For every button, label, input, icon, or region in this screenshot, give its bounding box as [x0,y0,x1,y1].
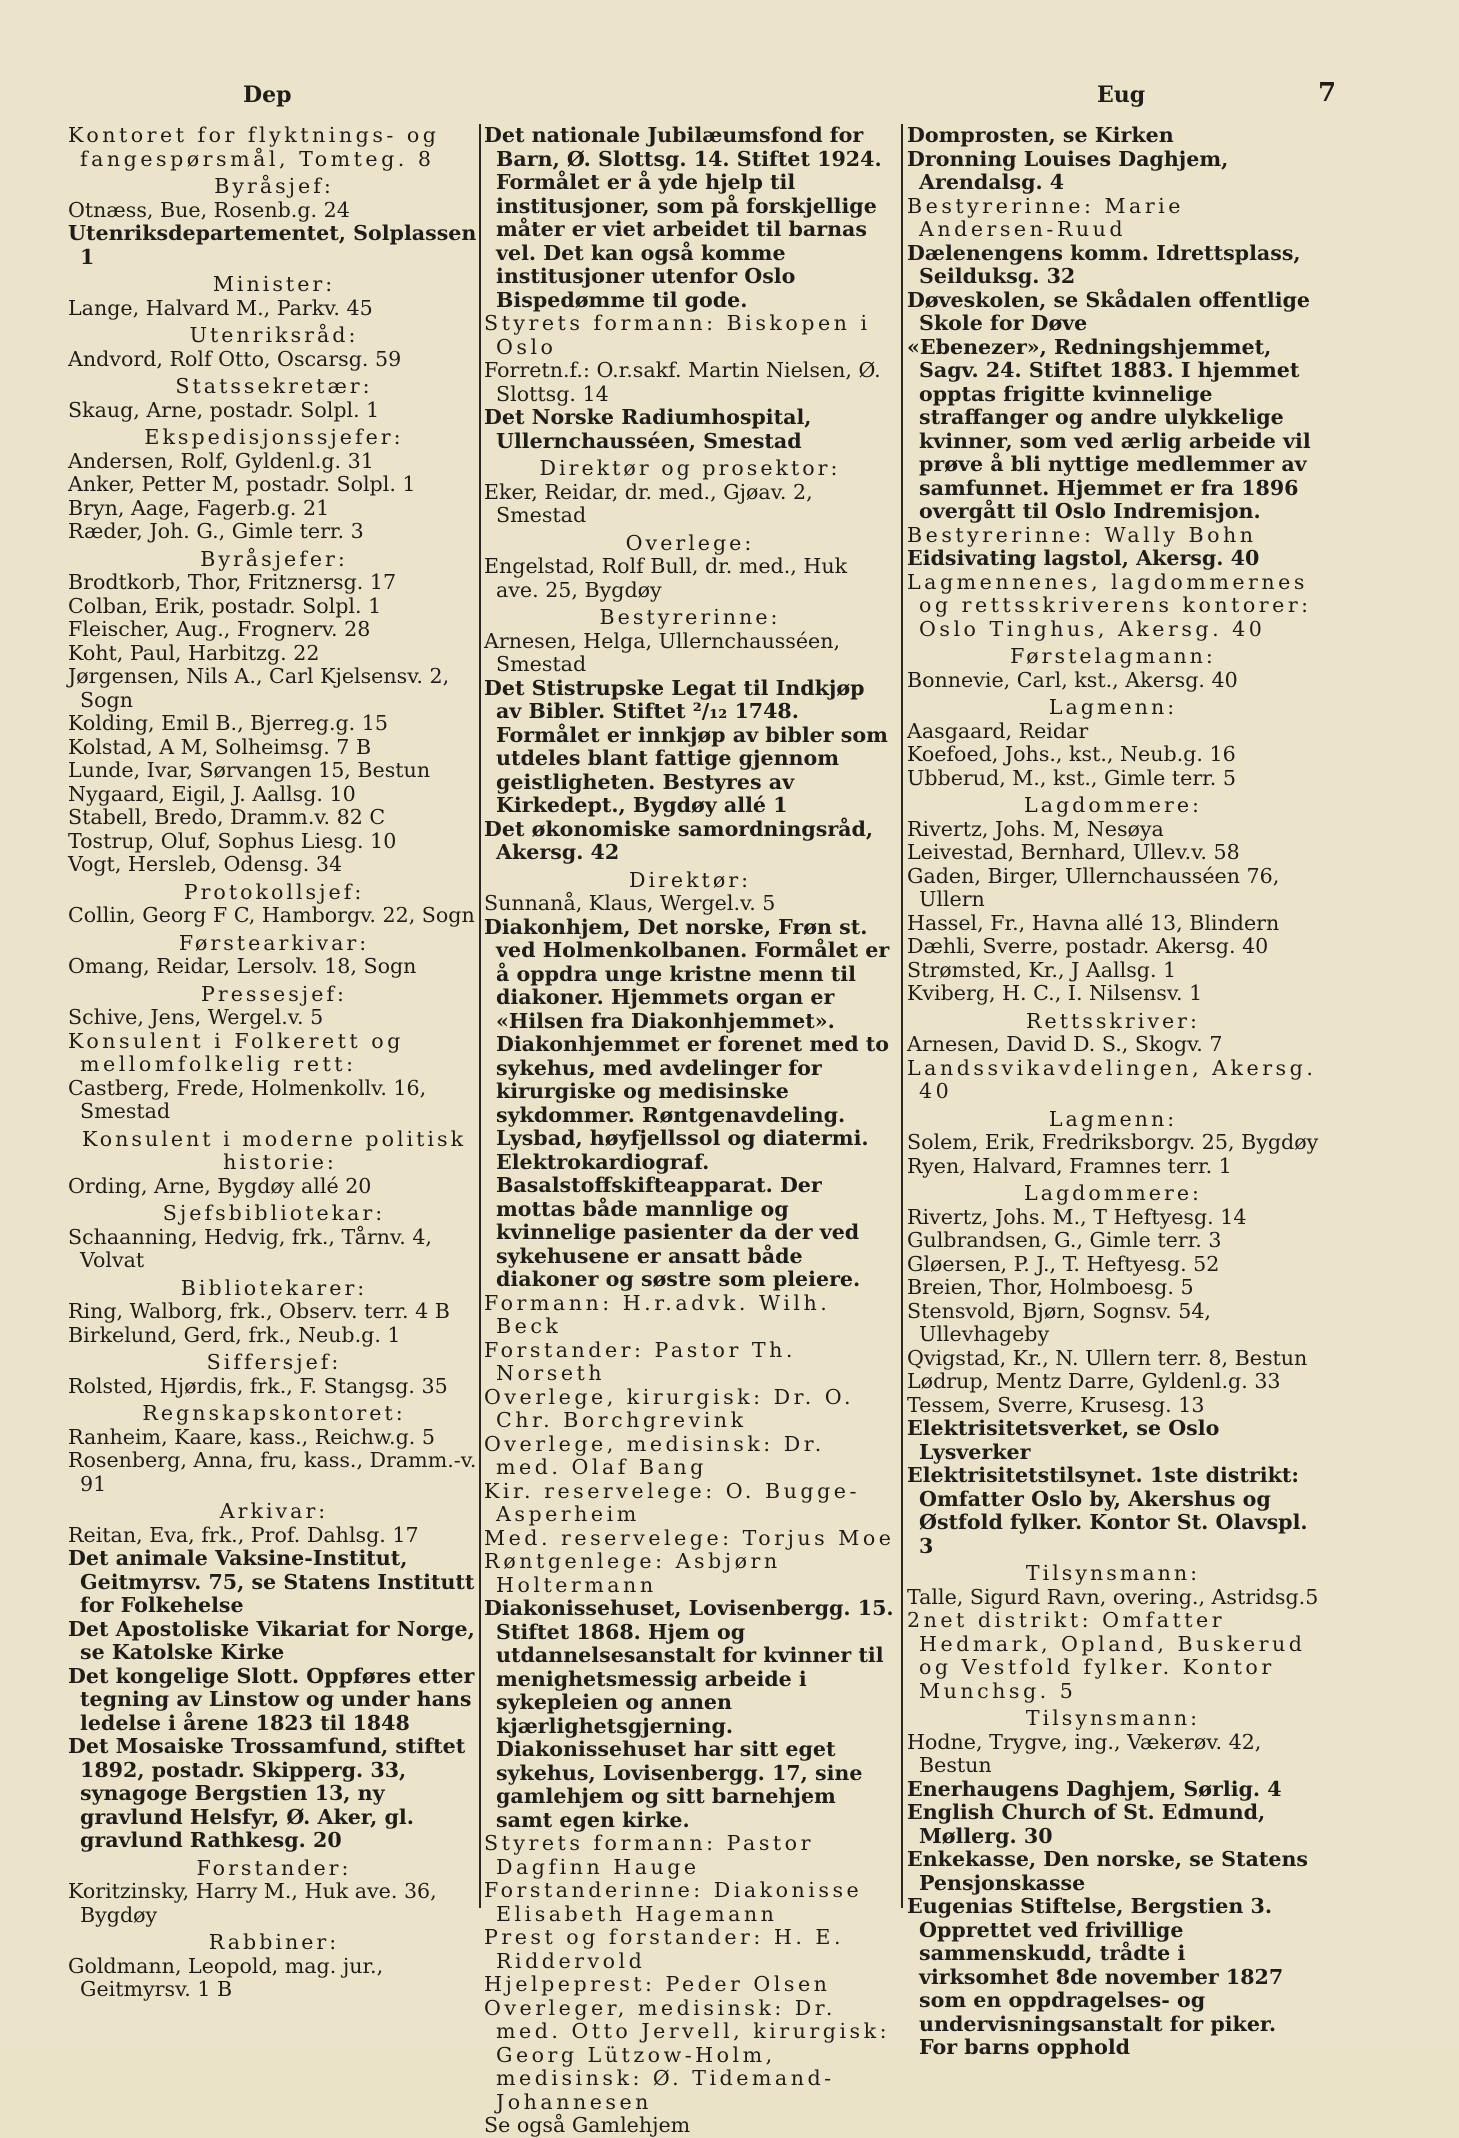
directory-entry: Arnesen, Helga, Ullernchausséen, Smestad [484,628,841,676]
directory-entry: 2net distrikt: Omfatter Hedmark, Opland, Buskerud og Vestfold fylker. Kontor Munchsg. 5 [907,1608,1306,1703]
directory-entry: Ring, Walborg, frk., Observ. terr. 4 B [68,1299,450,1323]
directory-entry: Anker, Petter M, postadr. Solpl. 1 [68,472,416,496]
directory-entry: Solem, Erik, Fredriksborgv. 25, Bygdøy [907,1130,1319,1154]
directory-entry: Koefoed, Johs., kst., Neub.g. 16 [907,742,1236,766]
directory-entry: Collin, Georg F C, Hamborgv. 22, Sogn [68,903,475,927]
directory-entry: Breien, Thor, Holmboesg. 5 [907,1275,1194,1299]
entry-heading: Elektrisitetstilsynet. 1ste distrikt: Omfatter Oslo by, Akershus og Østfold fylker. Kontor St. Olavspl. 3 [907,1463,1308,1558]
directory-entry: Eker, Reidar, dr. med., Gjøav. 2, Smestad [484,479,813,527]
entry-heading: Enkekasse, Den norske, se Statens Pensjonskasse [907,1847,1309,1895]
directory-entry: Andersen, Rolf, Gyldenl.g. 31 [68,448,374,473]
column-1 [68,124,480,2002]
directory-entry: Koritzinsky, Harry M., Huk ave. 36, Bygdøy [68,1879,437,1927]
directory-entry: Kontoret for flyktnings- og fangespørsmål, Tomteg. 8 [68,123,440,171]
directory-entry: Landssvikavdelingen, Akersg. 40 [907,1055,1317,1103]
page-number: 7 [1318,78,1337,108]
directory-entry: Med. reservelege: Torjus Moe [484,1525,895,1550]
directory-entry: Jørgensen, Nils A., Carl Kjelsensv. 2, Sogn [68,664,450,712]
directory-entry: Bestyrerinne: Marie Andersen-Ruud [907,193,1184,241]
entry-heading: Eidsivating lagstol, Akersg. 40 [907,546,1260,570]
directory-entry: Konsulent i Folkerett og mellomfolkelig rett: [68,1028,404,1076]
directory-entry: Bestyrerinne: Wally Bohn [907,522,1257,547]
section-heading: Siffersjef: [206,1350,342,1374]
directory-entry: Birkelund, Gerd, frk., Neub.g. 1 [68,1322,401,1347]
directory-entry: Leivestad, Bernhard, Ullev.v. 58 [907,840,1240,864]
directory-entry: Omang, Reidar, Lersolv. 18, Sogn [68,954,417,978]
directory-entry: Ræder, Joh. G., Gimle terr. 3 [68,519,364,543]
directory-entry: Lødrup, Mentz Darre, Gyldenl.g. 33 [907,1369,1281,1393]
header-left-keyword: Dep [243,82,292,108]
directory-entry: Brodtkorb, Thor, Fritznersg. 17 [68,570,397,594]
directory-entry: Gaden, Birger, Ullernchausséen 76, Ullern [907,863,1280,911]
column-divider [901,124,903,1908]
directory-entry: Engelstad, Rolf Bull, dr. med., Huk ave. 25, Bygdøy [484,554,848,602]
entry-heading: Dronning Louises Daghjem, Arendalsg. 4 [907,146,1229,194]
entry-heading: «Ebenezer», Redningshjemmet, Sagv. 24. Stiftet 1883. I hjemmet opptas frigitte kvinnelige straffanger og andre ulykkelige kvinner, som ved ærlig arbeide vil prøve å bli nyttige medlemmer av samfunnet. Hjemmet er fra 1896 overgått til Oslo Indremisjon. [907,334,1311,523]
entry-heading: Det Norske Radiumhospital, Ullernchausséen, Smestad [484,405,812,453]
section-heading: Statssekretær: [175,374,373,398]
section-heading: Konsulent i moderne politisk historie: [81,1126,467,1174]
section-heading: Overlege: [625,530,755,555]
section-heading: Førstelagmann: [1010,644,1216,668]
directory-entry: Schive, Jens, Wergel.v. 5 [68,1005,324,1029]
directory-entry: Styrets formann: Pastor Dagfinn Hauge [484,1831,814,1879]
section-heading: Utenriksråd: [189,323,359,347]
directory-entry: Strømsted, Kr., J Aallsg. 1 [907,957,1177,982]
directory-entry: Gløersen, P. J., T. Heftyesg. 52 [907,1251,1220,1276]
entry-heading: Det økonomiske samordningsråd, Akersg. 42 [484,816,874,864]
directory-entry: Ryen, Halvard, Framnes terr. 1 [907,1153,1232,1178]
directory-entry: Aasgaard, Reidar [907,718,1089,743]
directory-entry: Sunnanå, Klaus, Wergel.v. 5 [484,891,776,915]
section-heading: Lagdommere: [1024,793,1202,817]
directory-entry: Ranheim, Kaare, kass., Reichw.g. 5 [68,1424,435,1449]
section-heading: Direktør og prosektor: [539,456,841,480]
directory-entry: Røntgenlege: Asbjørn Holtermann [484,1549,781,1597]
directory-entry: Lunde, Ivar, Sørvangen 15, Bestun [68,758,431,782]
header-right-keyword: Eug [1097,82,1146,108]
entry-heading: Døveskolen, se Skådalen offentlige Skole for Døve [907,287,1311,335]
section-heading: Lagmenn: [1048,695,1178,719]
section-heading: Forstander: [196,1855,352,1880]
section-heading: Førstearkivar: [178,930,370,955]
directory-entry: Overlege, medisinsk: Dr. med. Olaf Bang [484,1431,825,1479]
section-heading: Tilsynsmann: [1025,1561,1201,1585]
entry-heading: Eugenias Stiftelse, Bergstien 3. Opprettet ved frivillige sammenskudd, trådte i virksomhet 8de november 1827 som en oppdragelses- og undervisningsanstalt for piker. For barns opphold [907,1894,1284,2059]
directory-entry: Ording, Arne, Bygdøy allé 20 [68,1173,372,1198]
directory-entry: Forstander: Pastor Th. Norseth [484,1337,796,1385]
directory-entry: Talle, Sigurd Ravn, overing., Astridsg.5 [907,1584,1319,1609]
directory-entry: Tostrup, Oluf, Sophus Liesg. 10 [68,828,397,853]
directory-entry: Goldmann, Leopold, mag. jur., Geitmyrsv. 1 B [68,1953,384,2001]
directory-entry: Castberg, Frede, Holmenkollv. 16, Smestad [68,1075,427,1123]
entry-heading: Diakonissehuset, Lovisenbergg. 15. Stiftet 1868. Hjem og utdannelsesanstalt for kvinner til menighetsmessig arbeide i sykepleien og annen kjærlighetsgjerning. Diakonissehuset har sitt eget sykehus, Lovisenbergg. 17, sine gamlehjem og sitt barnehjem samt egen kirke. [484,1596,894,1832]
directory-entry: Rivertz, Johs. M, Nesøya [907,816,1164,841]
directory-entry: Overleger, medisinsk: Dr. med. Otto Jervell, kirurgisk: Georg Lützow-Holm, medisinsk: Ø. Tidemand-Johannesen [484,1995,891,2114]
page-header [60,78,1399,114]
directory-entry: Colban, Erik, postadr. Solpl. 1 [68,593,382,618]
section-heading: Sjefsbibliotekar: [162,1201,386,1225]
directory-entry: Otnæss, Bue, Rosenb.g. 24 [68,197,350,222]
section-heading: Bibliotekarer: [180,1275,368,1300]
directory-entry: Rosenberg, Anna, fru, kass., Dramm.-v. 91 [68,1448,477,1496]
directory-entry: Tessem, Sverre, Krusesg. 13 [907,1392,1205,1417]
entry-heading: Det Stistrupske Legat til Indkjøp av Bibler. Stiftet ²/₁₂ 1748. Formålet er innkjøp av bibler som utdeles blant fattige gjennom geistligheten. Bestyres av Kirkedept., Bygdøy allé 1 [484,675,888,817]
entry-heading: Det Mosaiske Trossamfund, stiftet 1892, postadr. Skipperg. 33, synagoge Bergstien 13, ny gravlund Helsfyr, Ø. Aker, gl. gravlund Rathkesg. 20 [68,1734,466,1852]
entry-heading: Dælenengens komm. Idrettsplass, Seilduksg. 32 [907,240,1301,288]
directory-entry: Prest og forstander: H. E. Riddervold [484,1925,844,1973]
directory-entry: Kviberg, H. C., I. Nilsensv. 1 [907,981,1203,1005]
directory-entry: Hassel, Fr., Havna allé 13, Blindern [907,910,1280,935]
directory-entry: Qvigstad, Kr., N. Ullern terr. 8, Bestun [907,1345,1308,1370]
entry-heading: Det kongelige Slott. Oppføres etter tegning av Linstow og under hans ledelse i årene 1823 til 1848 [68,1663,475,1735]
directory-entry: Nygaard, Eigil, J. Aallsg. 10 [68,781,356,806]
section-heading: Protokollsjef: [183,879,365,904]
directory-entry: Vogt, Hersleb, Odensg. 34 [68,852,343,876]
directory-entry: Stensvold, Bjørn, Sognsv. 54, Ullevhageby [907,1298,1211,1346]
entry-heading: Diakonhjem, Det norske, Frøn st. ved Holmenkolbanen. Formålet er å oppdra unge kristne menn til diakoner. Hjemmets organ er «Hilsen fra Diakonhjemmet». Diakonhjemmet er forenet med to sykehus, med avdelinger for kirurgiske og medisinske sykdommer. Røntgenavdeling. Lysbad, høyfjellssol og diatermi. Elektrokardiograf. Basalstoffskifteapparat. Der mottas både mannlige og kvinnelige pasienter da der ved sykehusene er ansatt både diakoner og søstre som pleiere. [484,914,890,1291]
directory-entry: Ubberud, M., kst., Gimle terr. 5 [907,765,1236,790]
directory-entry: Gulbrandsen, G., Gimle terr. 3 [907,1228,1222,1252]
directory-entry: Rivertz, Johs. M., T Heftyesg. 14 [907,1204,1247,1229]
section-heading: Ekspedisjonssjefer: [144,425,404,449]
directory-entry: Bryn, Aage, Fagerb.g. 21 [68,495,330,520]
directory-entry: Kolstad, A M, Solheimsg. 7 B [68,734,372,759]
directory-entry: Overlege, kirurgisk: Dr. O. Chr. Borchgrevink [484,1384,855,1432]
directory-entry: Bonnevie, Carl, kst., Akersg. 40 [907,667,1238,692]
entry-heading: Elektrisitetsverket, se Oslo Lysverker [907,1416,1220,1464]
entry-heading: Enerhaugens Daghjem, Sørlig. 4 [907,1776,1282,1801]
directory-entry: Formann: H.r.advk. Wilh. Beck [484,1290,831,1338]
directory-entry: Dæhli, Sverre, postadr. Akersg. 40 [907,934,1269,958]
directory-entry: Arnesen, David D. S., Skogv. 7 [907,1032,1223,1056]
section-heading: Direktør: [628,867,752,892]
entry-heading: Det Apostoliske Vikariat for Norge, se Katolske Kirke [68,1616,475,1664]
directory-entry: Hodne, Trygve, ing., Vækerøv. 42, Bestun [907,1729,1262,1777]
directory-entry: Schaanning, Hedvig, frk., Tårnv. 4, Volvat [68,1224,432,1272]
directory-entry: Stabell, Bredo, Dramm.v. 82 C [68,805,386,829]
directory-entry: Skaug, Arne, postadr. Solpl. 1 [68,397,380,422]
directory-entry: Forretn.f.: O.r.sakf. Martin Nielsen, Ø. Slottsg. 14 [484,358,881,406]
directory-entry: Se også Gamlehjem [484,2113,691,2137]
directory-entry: Fleischer, Aug., Frognerv. 28 [68,617,371,641]
section-heading: Rabbiner: [208,1930,340,1954]
directory-entry: Lange, Halvard M., Parkv. 45 [68,295,373,320]
section-heading: Byråsjef: [214,174,334,198]
directory-entry: Hjelpeprest: Peder Olsen [484,1972,831,1996]
directory-entry: Reitan, Eva, frk., Prof. Dahlsg. 17 [68,1522,419,1547]
section-heading: Rettsskriver: [1026,1008,1200,1033]
section-heading: Lagdommere: [1024,1181,1202,1205]
section-heading: Pressesjef: [201,981,347,1006]
section-heading: Byråsjefer: [200,546,348,571]
entry-heading: Det animale Vaksine-Institut, Geitmyrsv. 75, se Statens Institutt for Folkehelse [68,1546,475,1617]
directory-entry: Lagmennenes, lagdommernes og rettsskriverens kontorer: Oslo Tinghus, Akersg. 40 [907,569,1312,641]
section-heading: Bestyrerinne: [599,605,781,629]
section-heading: Tilsynsmann: [1025,1706,1201,1730]
entry-heading: Utenriksdepartementet, Solplassen 1 [68,221,477,269]
column-2 [484,124,896,2138]
directory-entry: Kolding, Emil B., Bjerreg.g. 15 [68,711,388,735]
directory-entry: Kir. reservelege: O. Bugge-Asperheim [484,1478,860,1526]
entry-heading: English Church of St. Edmund, Møllerg. 30 [907,1800,1266,1848]
column-3 [907,124,1319,2060]
section-heading: Minister: [212,272,336,296]
directory-entry: Andvord, Rolf Otto, Oscarsg. 59 [68,346,402,371]
directory-entry: Forstanderinne: Diakonisse Elisabeth Hagemann [484,1878,863,1926]
entry-heading: Domprosten, se Kirken [907,123,1174,147]
section-heading: Lagmenn: [1048,1106,1178,1131]
section-heading: Regnskapskontoret: [142,1401,406,1425]
directory-entry: Styrets formann: Biskopen i Oslo [484,311,871,359]
entry-heading: Det nationale Jubilæumsfond for Barn, Ø. Slottsg. 14. Stiftet 1924. Formålet er å yde hjelp til institusjoner, som på forskjellige måter er viet arbeidet til barnas vel. Det kan også komme institusjoner utenfor Oslo Bispedømme til gode. [484,123,882,312]
directory-entry: Rolsted, Hjørdis, frk., F. Stangsg. 35 [68,1373,448,1398]
section-heading: Arkivar: [219,1499,329,1523]
directory-entry: Koht, Paul, Harbitzg. 22 [68,640,320,665]
